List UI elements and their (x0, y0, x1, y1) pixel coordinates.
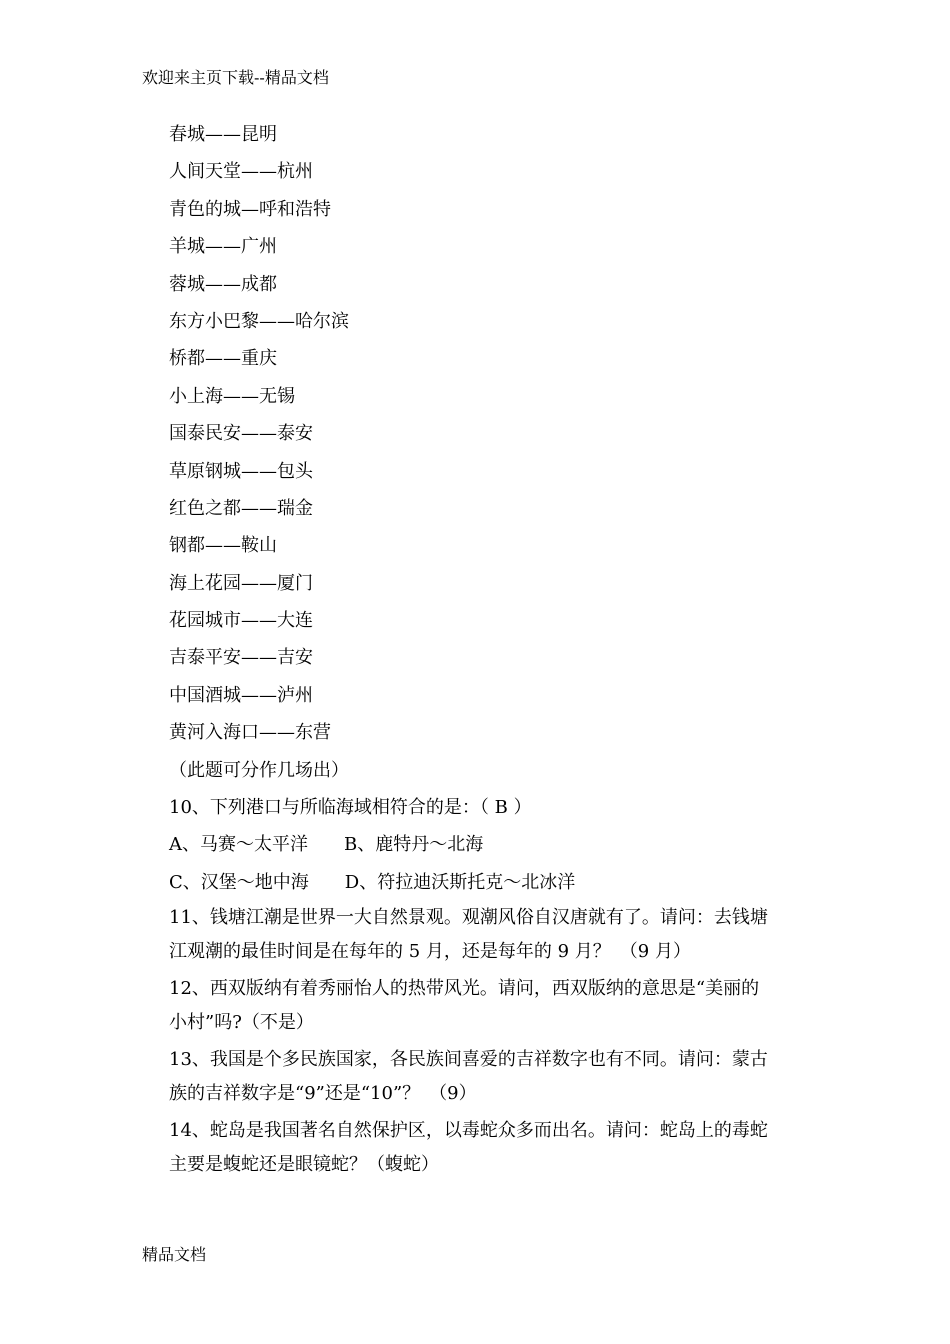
options-row-ab (169, 826, 809, 863)
question-text-continued: 江观潮的最佳时间是在每年的 5 月，还是每年的 9 月？ （9 月） (169, 941, 691, 963)
list-item: 小上海——无锡 (169, 385, 295, 407)
question-text: 14、蛇岛是我国著名自然保护区，以毒蛇众多而出名。请问：蛇岛上的毒蛇 (169, 1120, 768, 1142)
list-item: 春城——昆明 (169, 124, 277, 145)
list-item: 黄河入海口——东营 (169, 722, 331, 744)
list-item: 草原钢城——包头 (169, 460, 313, 482)
list-item: 海上花园——厦门 (169, 572, 313, 594)
list-item: 羊城——广州 (169, 236, 277, 258)
page-header: 欢迎来主页下载--精品文档 (142, 68, 329, 87)
list-item: 中国酒城——泸州 (169, 684, 313, 706)
question-14 (169, 1114, 809, 1182)
question-11 (169, 901, 809, 969)
option-b: B、鹿特丹～北海 (344, 834, 484, 856)
question-text: 10、下列港口与所临海域相符合的是：（ B ） (169, 797, 532, 819)
list-item: 红色之都——瑞金 (169, 497, 313, 519)
option-c: C、汉堡～地中海 (169, 871, 309, 893)
list-item: 东方小巴黎——哈尔滨 (169, 310, 349, 332)
document-body (169, 116, 809, 1182)
list-item: 人间天堂——杭州 (169, 161, 313, 183)
question-text-continued: 小村”吗?（不是） (169, 1012, 314, 1034)
list-item: 蓉城——成都 (169, 273, 277, 295)
question-text: 12、西双版纳有着秀丽怡人的热带风光。请问，西双版纳的意思是“美丽的 (169, 978, 760, 1000)
note: （此题可分作几场出） (169, 759, 349, 781)
list-item: 花园城市——大连 (169, 610, 313, 632)
question-text: 11、钱塘江潮是世界一大自然景观。观潮风俗自汉唐就有了。请问：去钱塘 (169, 907, 768, 929)
city-nickname-list (169, 116, 809, 752)
options-row-cd (169, 864, 809, 901)
list-item: 钢都——鞍山 (169, 535, 277, 557)
list-item: 青色的城—呼和浩特 (169, 198, 331, 220)
question-13 (169, 1043, 809, 1111)
question-text: 13、我国是个多民族国家，各民族间喜爱的吉祥数字也有不同。请问：蒙古 (169, 1049, 768, 1071)
option-a: A、马赛～太平洋 (169, 834, 308, 856)
list-item: 国泰民安——泰安 (169, 423, 313, 445)
question-12 (169, 972, 809, 1040)
page-footer: 精品文档 (142, 1245, 207, 1264)
question-10 (169, 789, 809, 901)
question-text-continued: 主要是蝮蛇还是眼镜蛇？（蝮蛇） (169, 1154, 439, 1176)
question-text-continued: 族的吉祥数字是“9”还是“10”？ （9） (169, 1083, 477, 1105)
option-d: D、符拉迪沃斯托克～北冰洋 (344, 871, 576, 893)
list-item: 桥都——重庆 (169, 348, 277, 370)
list-item: 吉泰平安——吉安 (169, 647, 313, 669)
